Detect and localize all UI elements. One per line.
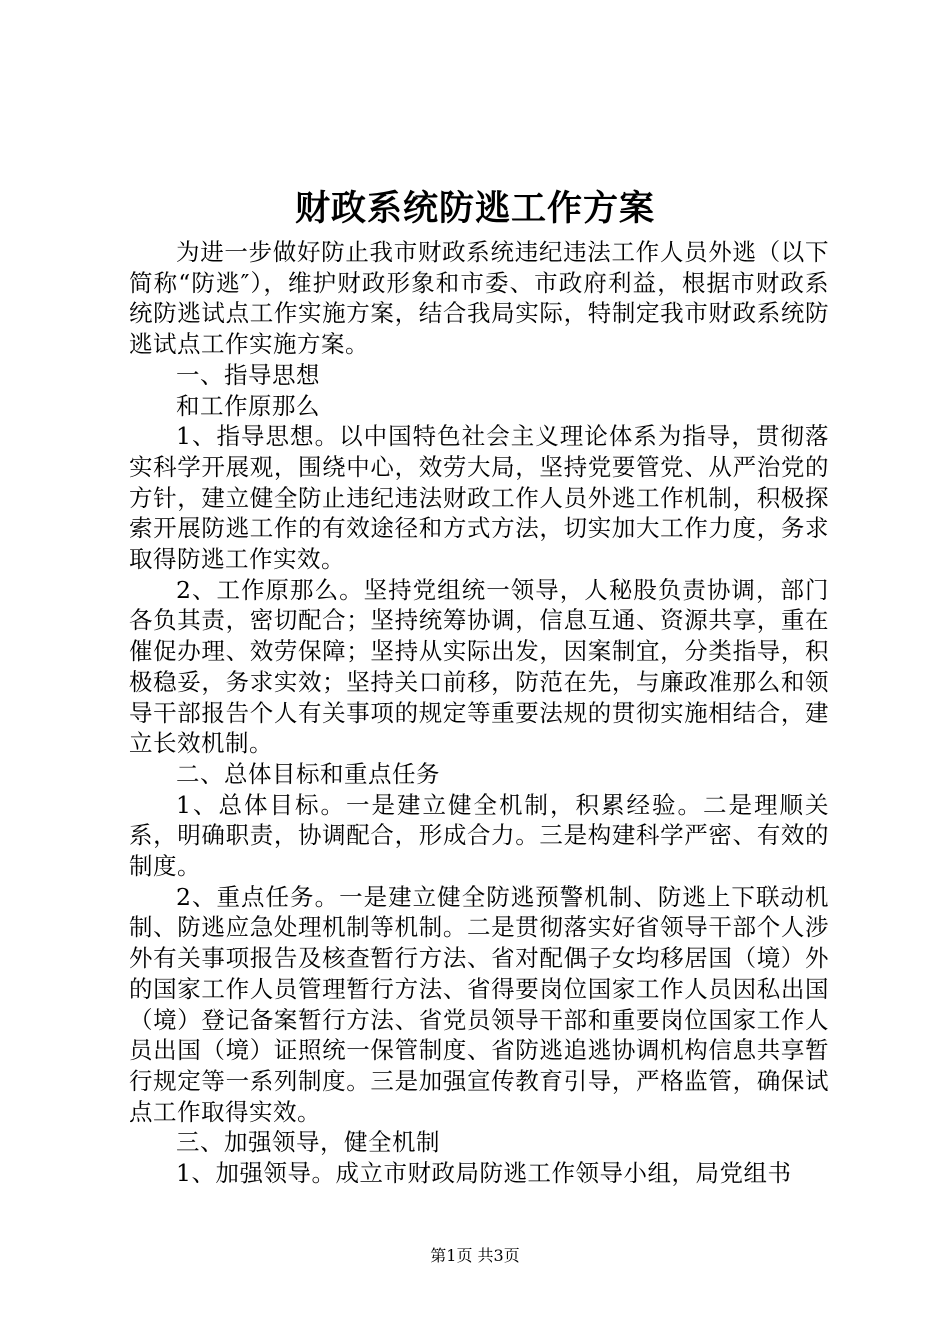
paragraph-guiding-ideology: 1、指导思想。以中国特色社会主义理论体系为指导，贯彻落实科学开展观，围绕中心，效劳大局，坚持党要管党、从严治党的方针，建立健全防止违纪违法财政工作人员外逃工作机制，积极探索开展防逃工作的有效途径和方式方法，切实加大工作力度，务求取得防逃工作实效。: [129, 422, 829, 574]
page-footer: 第1页 共3页: [430, 1246, 520, 1265]
section-heading-3: 三、加强领导，健全机制: [176, 1128, 440, 1157]
paragraph-key-tasks: 2、重点任务。一是建立健全防逃预警机制、防逃上下联动机制、防逃应急处理机制等机制。二是贯彻落实好省领导干部个人涉外有关事项报告及核查暂行方法、省对配偶子女均移居国（境）外的国家工作人员管理暂行方法、省得要岗位国家工作人员因私出国（境）登记备案暂行方法、省党员领导干部和重要岗位国家工作人员出国（境）证照统一保管制度、省防逃追逃协调机构信息共享暂行规定等一系列制度。三是加强宣传教育引导，严格监管，确保试点工作取得实效。: [129, 882, 829, 1126]
section-heading-2: 二、总体目标和重点任务: [176, 759, 440, 788]
document-body: [129, 237, 829, 1189]
paragraph-overall-goals: 1、总体目标。一是建立健全机制，积累经验。二是理顺关系，明确职责，协调配合，形成合力。三是构建科学严密、有效的制度。: [129, 790, 829, 881]
intro-paragraph: 为进一步做好防止我市财政系统违纪违法工作人员外逃（以下简称“防逃″），维护财政形象和市委、市政府利益，根据市财政系统防逃试点工作实施方案，结合我局实际，特制定我市财政系统防逃试点工作实施方案。: [129, 238, 829, 359]
paragraph-strengthen-leadership: 1、加强领导。成立市财政局防逃工作领导小组，局党组书: [176, 1159, 792, 1188]
paragraph-working-principles: 2、工作原那么。坚持党组统一领导，人秘股负责协调，部门各负其责，密切配合；坚持统筹协调，信息互通、资源共享，重在催促办理、效劳保障；坚持从实际出发，因案制宜，分类指导，积极稳妥，务求实效；坚持关口前移，防范在先，与廉政准那么和领导干部报告个人有关事项的规定等重要法规的贯彻实施相结合，建立长效机制。: [129, 575, 829, 758]
section-heading-1: 一、指导思想: [176, 360, 320, 389]
document-title: 财政系统防逃工作方案: [294, 188, 655, 229]
section-heading-1-continued: 和工作原那么: [176, 391, 320, 420]
